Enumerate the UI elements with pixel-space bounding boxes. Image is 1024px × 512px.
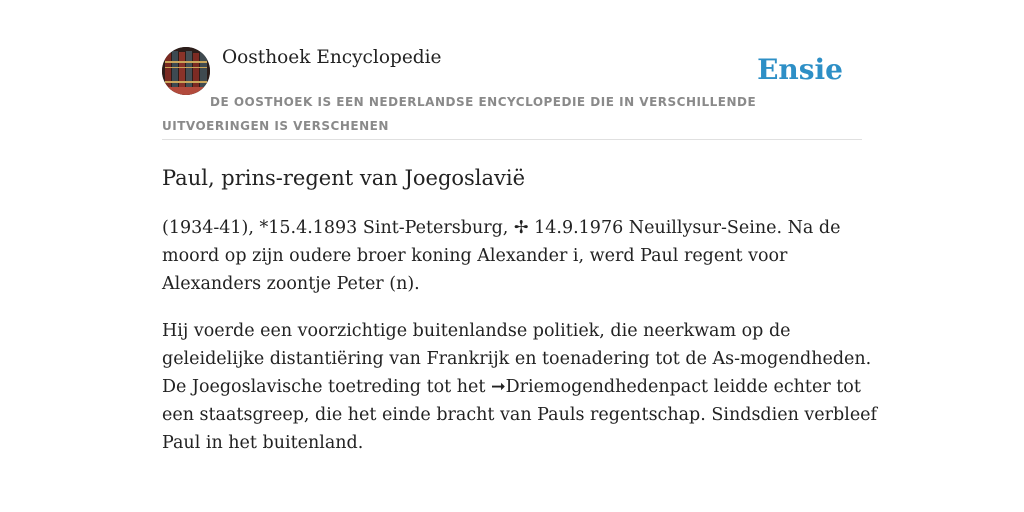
page-header — [162, 46, 862, 140]
article-title: Paul, prins-regent van Joegoslavië — [162, 166, 526, 190]
source-tagline: DE OOSTHOEK IS EEN NEDERLANDSE ENCYCLOPEDIE DIE IN VERSCHILLENDE UITVOERINGEN IS VERSCHENEN — [162, 95, 757, 133]
source-name[interactable]: Oosthoek Encyclopedie — [222, 47, 442, 68]
brand-logo[interactable]: Ensie — [757, 53, 843, 86]
article-paragraph: Hij voerde een voorzichtige buitenlandse politiek, die neerkwam op de geleidelijke distantiëring van Frankrijk en toenadering tot de As-mogendheden. De Joegoslavische toetreding tot het ➞Driemogendhedenpact leidde echter tot een staatsgreep, die het einde bracht van Pauls regentschap. Sindsdien verbleef Paul in het buitenland. — [162, 321, 878, 453]
encyclopedia-books-icon[interactable] — [162, 47, 210, 95]
article — [162, 162, 882, 476]
article-paragraph: (1934-41), *15.4.1893 Sint-Petersburg, ✢ 14.9.1976 Neuillysur-Seine. Na de moord op zijn oudere broer koning Alexander i, werd Paul regent voor Alexanders zoontje Peter (n). — [162, 218, 841, 294]
